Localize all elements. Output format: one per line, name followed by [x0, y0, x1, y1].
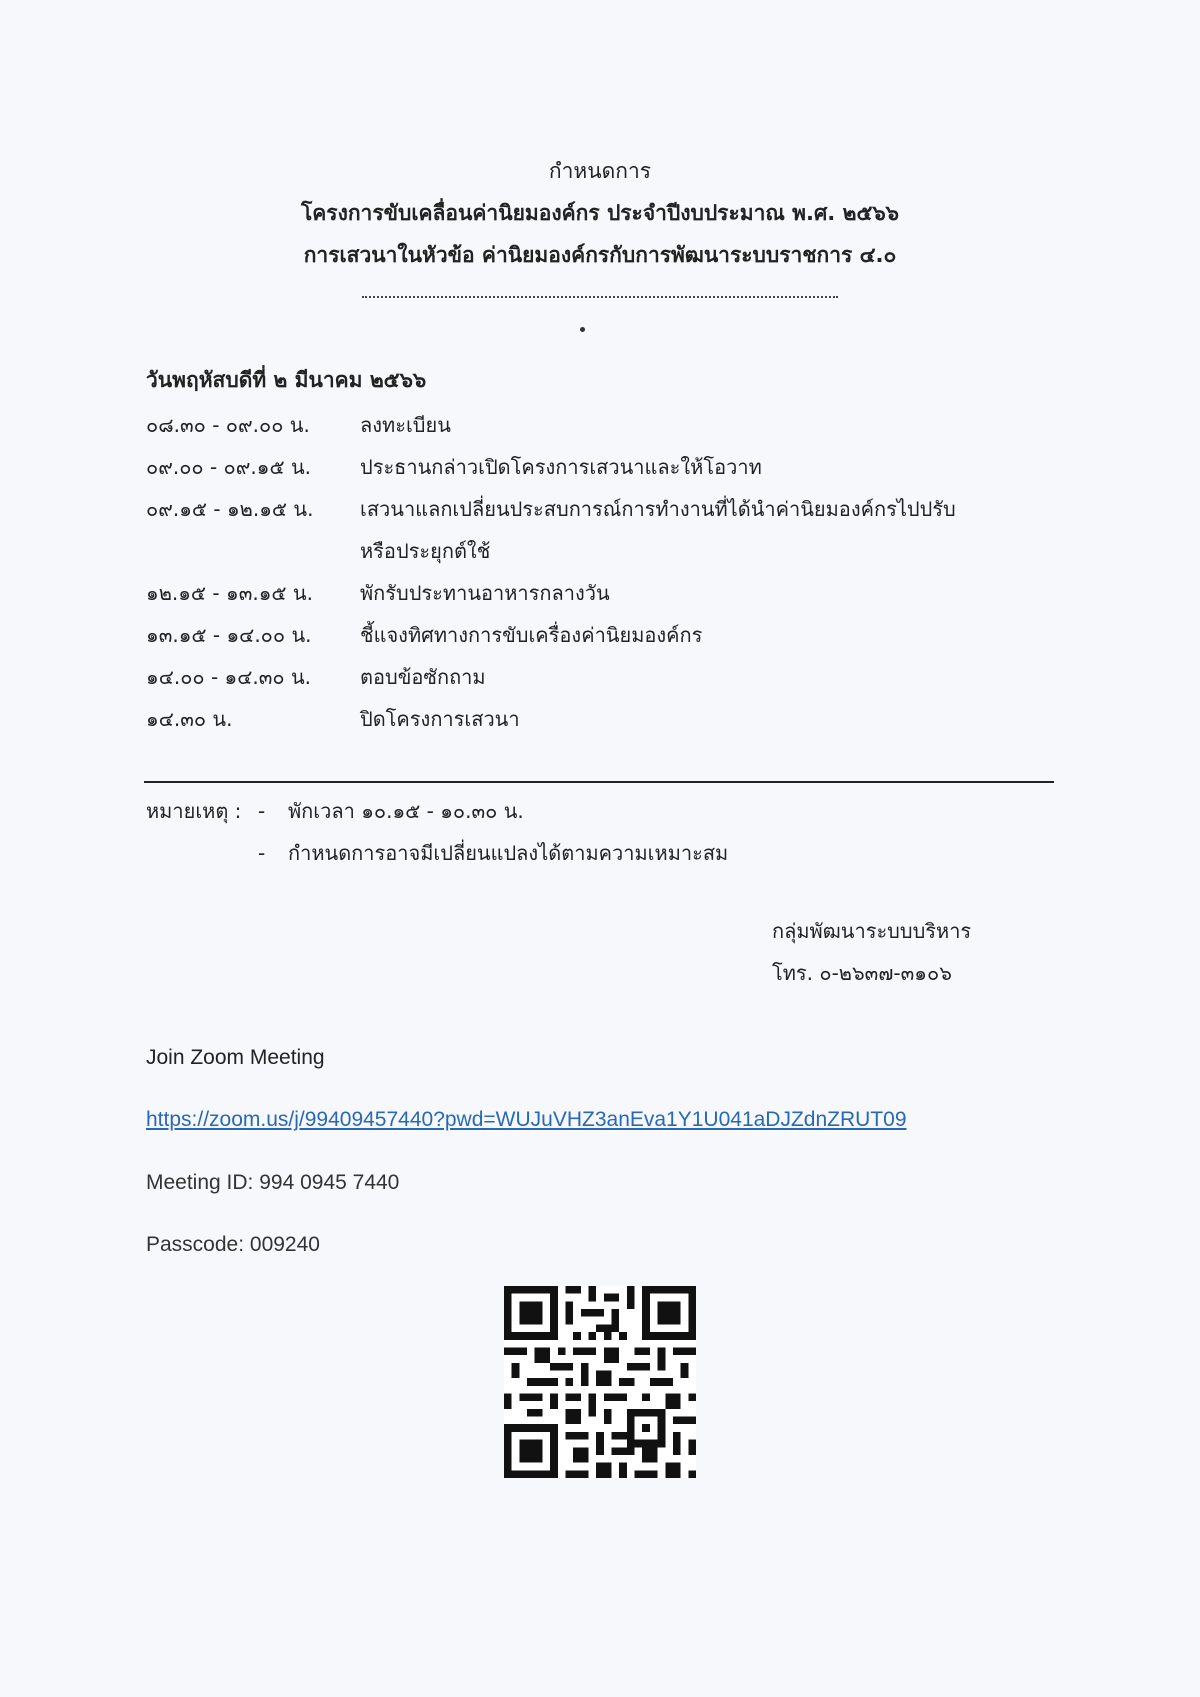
schedule-time: ๑๓.๑๕ - ๑๔.๐๐ น.: [146, 623, 312, 647]
header: [0, 150, 1200, 276]
doc-title: กำหนดการ: [548, 159, 652, 183]
schedule-activity: ปิดโครงการเสวนา: [360, 707, 520, 731]
schedule-activity: ประธานกล่าวเปิดโครงการเสวนาและให้โอวาท: [360, 455, 762, 479]
schedule-row: [146, 614, 1046, 656]
schedule-time: ๐๙.๐๐ - ๐๙.๑๕ น.: [146, 455, 311, 479]
note-label: หมายเหตุ :: [146, 799, 242, 823]
note-text: พักเวลา ๑๐.๑๕ - ๑๐.๓๐ น.: [288, 799, 524, 823]
event-date: วันพฤหัสบดีที่ ๒ มีนาคม ๒๕๖๖: [146, 368, 427, 392]
schedule-time: ๐๙.๑๕ - ๑๒.๑๕ น.: [146, 497, 314, 521]
schedule-activity: ตอบข้อซักถาม: [360, 665, 486, 689]
note-dash: -: [258, 799, 266, 823]
note-row: [146, 832, 728, 874]
schedule-activity: พักรับประทานอาหารกลางวัน: [360, 581, 610, 605]
schedule-activity: หรือประยุกต์ใช้: [360, 539, 491, 563]
section-divider: [144, 781, 1054, 783]
schedule-time: ๑๔.๓๐ น.: [146, 707, 233, 731]
schedule-activity: ลงทะเบียน: [360, 413, 451, 437]
note-row: [146, 790, 728, 832]
topic-title: การเสวนาในหัวข้อ ค่านิยมองค์กรกับการพัฒนาระบบราชการ ๔.๐: [303, 243, 897, 267]
schedule-row: [146, 656, 1046, 698]
zoom-meeting-id: Meeting ID: 994 0945 7440: [146, 1171, 400, 1194]
zoom-link[interactable]: https://zoom.us/j/99409457440?pwd=WUJuVHZ3anEva1Y1U041aDJZdnZRUT09: [146, 1108, 907, 1131]
zoom-title: Join Zoom Meeting: [146, 1046, 325, 1069]
schedule-time: ๑๒.๑๕ - ๑๓.๑๕ น.: [146, 581, 313, 605]
bullet-dot: [580, 327, 585, 332]
project-title: โครงการขับเคลื่อนค่านิยมองค์กร ประจำปีงบประมาณ พ.ศ. ๒๕๖๖: [300, 201, 899, 225]
schedule-row: [146, 530, 1046, 572]
schedule-row: [146, 698, 1046, 740]
schedule-list: [146, 404, 1046, 740]
schedule-activity: เสวนาแลกเปลี่ยนประสบการณ์การทำงานที่ได้นำค่านิยมองค์กรไปปรับ: [360, 497, 956, 521]
dotted-divider: [362, 296, 838, 298]
office-phone: โทร. ๐-๒๖๓๗-๓๑๐๖: [772, 961, 952, 985]
zoom-passcode: Passcode: 009240: [146, 1233, 320, 1256]
schedule-row: [146, 404, 1046, 446]
qr-code-icon: [504, 1286, 696, 1478]
office-contact: [772, 910, 971, 994]
schedule-activity: ชี้แจงทิศทางการขับเครื่องค่านิยมองค์กร: [360, 623, 703, 647]
office-name: กลุ่มพัฒนาระบบบริหาร: [772, 919, 972, 943]
schedule-row: [146, 572, 1046, 614]
schedule-time: ๑๔.๐๐ - ๑๔.๓๐ น.: [146, 665, 311, 689]
schedule-row: [146, 488, 1046, 530]
notes: [146, 790, 728, 874]
schedule-time: ๐๘.๓๐ - ๐๙.๐๐ น.: [146, 413, 310, 437]
schedule-time: [146, 530, 360, 572]
note-dash: -: [258, 841, 266, 865]
schedule-row: [146, 446, 1046, 488]
note-text: กำหนดการอาจมีเปลี่ยนแปลงได้ตามความเหมาะสม: [288, 841, 729, 865]
